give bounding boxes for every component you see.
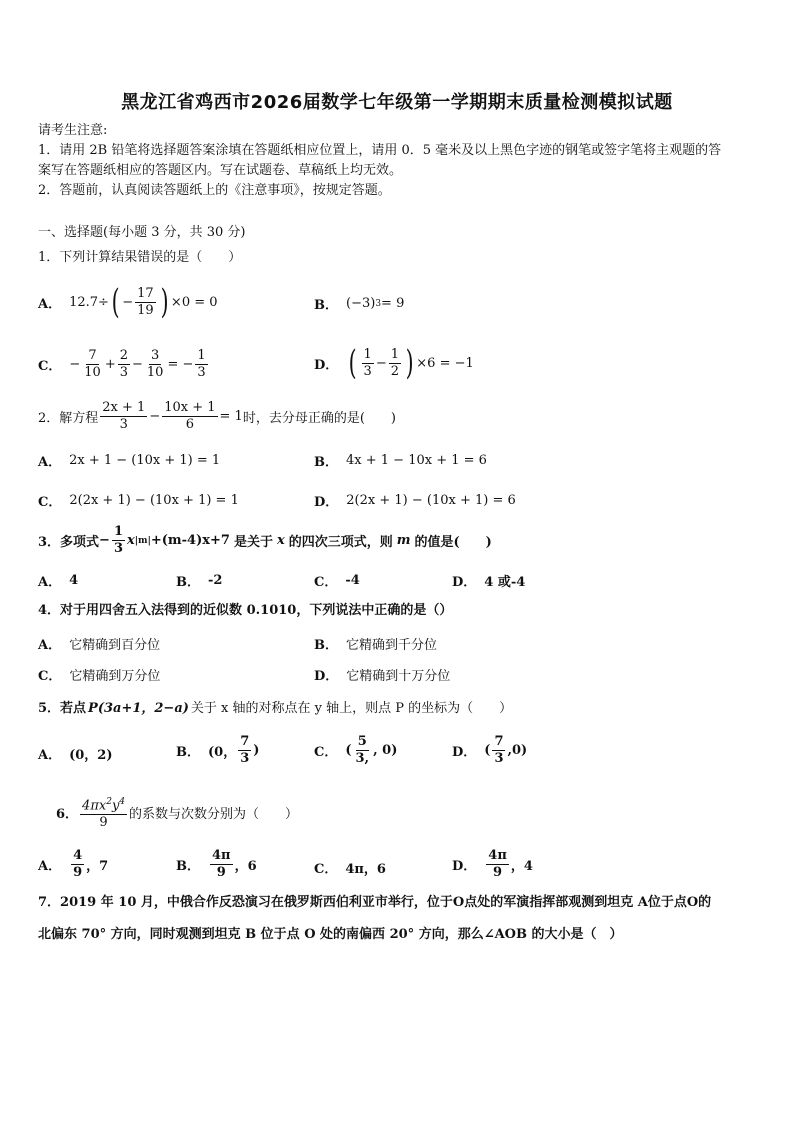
expr-text: (−3) [346, 296, 376, 311]
option-text: 4 或-4 [484, 575, 526, 590]
q6-option-a [38, 848, 108, 881]
q2-option-b [314, 451, 487, 470]
q1-option-b-expr [346, 296, 404, 311]
question-2-stem [38, 400, 396, 433]
expr-text: + [104, 357, 116, 372]
section-heading: 一、选择题(每小题 3 分，共 30 分) [38, 225, 246, 240]
q5-option-a [38, 744, 113, 763]
fraction [135, 286, 156, 319]
q3-option-b [176, 571, 222, 590]
question-4-stem: 4．对于用四舍五入法得到的近似数 0.1010，下列说法中正确的是（） [38, 603, 453, 618]
q1-option-b [314, 294, 404, 313]
denominator: 3 [119, 417, 128, 432]
denominator: 19 [137, 302, 154, 318]
option-text: 2x + 1 − (10x + 1) = 1 [69, 453, 221, 468]
expr-text: ( [345, 743, 352, 758]
q1-option-d [314, 343, 474, 383]
minus-sign: − [122, 294, 134, 310]
q1-option-a-expr [69, 282, 218, 322]
option-label: C． [38, 669, 62, 684]
option-label: B． [314, 455, 338, 470]
exponent: 4 [119, 797, 126, 807]
fraction [354, 734, 372, 767]
question-3-stem [38, 524, 492, 557]
q5-option-c [314, 734, 397, 767]
fraction [362, 347, 374, 380]
option-text: -4 [345, 573, 360, 588]
option-text: ，7 [86, 859, 109, 874]
denominator: 3 [240, 751, 250, 766]
option-label: D． [452, 859, 477, 874]
question-6-stem [56, 794, 298, 831]
q4-option-c [38, 665, 160, 684]
point-expression: P(3a+1，2−a) [88, 701, 189, 716]
numerator: 1 [197, 348, 206, 363]
option-text: (0，2) [69, 748, 113, 763]
numerator: 5 [357, 734, 367, 749]
notice-item-1a: 1．请用 2B 铅笔将选择题答案涂填在答题纸相应位置上，请用 0．5 毫米及以上黑色字迹的钢笔或签字笔将主观题的答 [38, 143, 722, 158]
paren-right: ) [405, 343, 414, 383]
q2-option-c [38, 491, 239, 510]
fraction [118, 348, 130, 381]
q3-option-a [38, 571, 78, 590]
fraction [80, 794, 127, 831]
option-label: C． [314, 862, 338, 877]
question-text: 的四次三项式，则 [288, 535, 393, 550]
numerator: 17 [137, 285, 154, 301]
question-text: 的系数与次数分别为（ ） [129, 807, 299, 823]
fraction [162, 400, 217, 433]
option-label: A． [38, 859, 62, 874]
fraction [145, 348, 166, 381]
variable: x [276, 533, 285, 548]
denominator: 2 [390, 363, 400, 379]
q1-option-c-expr [69, 348, 209, 381]
expr-text: ) [253, 743, 260, 758]
numerator: 2x + 1 [102, 400, 146, 415]
paren-left: ( [111, 282, 120, 322]
option-text: 它精确到十万分位 [346, 669, 451, 684]
denominator: 6 [185, 417, 195, 432]
denominator: 3 [197, 365, 206, 380]
denominator: 9 [216, 865, 226, 880]
paren-right: ) [160, 282, 169, 322]
question-number: 6． [56, 807, 79, 823]
option-label: A． [38, 748, 62, 763]
expr-text: (0， [208, 745, 237, 760]
option-label: B． [176, 575, 200, 590]
q2-option-d [314, 491, 516, 510]
variable: m [396, 533, 411, 548]
question-7-line-2: 北偏东 70° 方向，同时观测到坦克 B 位于点 O 处的南偏西 20° 方向，那么∠AOB 的大小是（ ） [38, 927, 623, 942]
expr-text: y [111, 798, 120, 814]
option-label: A． [38, 455, 62, 470]
q6-option-d [452, 848, 533, 881]
expr-text: − [149, 409, 161, 424]
option-label: B． [314, 298, 338, 313]
option-label: A． [38, 575, 62, 590]
expr-text: 12.7÷ [69, 294, 109, 310]
denominator: 9 [493, 865, 503, 880]
fraction [100, 400, 147, 433]
numerator: 7 [494, 734, 504, 749]
numerator: 2 [119, 348, 128, 363]
q2-equation [98, 400, 243, 433]
numerator: 4 [73, 848, 83, 863]
q4-option-a [38, 634, 160, 653]
option-label: D． [452, 745, 477, 760]
exponent: |m| [134, 535, 151, 546]
q1-option-c [38, 348, 210, 381]
denominator: 3, [355, 751, 370, 766]
expr-text: = 1 [219, 409, 243, 424]
q5-option-d [452, 734, 527, 767]
numerator: 7 [88, 348, 97, 363]
expr-text: ×0 = 0 [170, 294, 218, 310]
question-text: 是关于 [233, 535, 273, 550]
option-text: ，6 [234, 859, 257, 874]
q3-option-c [314, 571, 360, 590]
q5-option-b [176, 734, 259, 767]
option-expr [345, 734, 397, 767]
denominator: 10 [146, 365, 164, 380]
notice-item-1b: 案写在答题纸相应的答题区内。写在试题卷、草稿纸上均无效。 [38, 163, 403, 178]
denominator: 9 [99, 815, 108, 831]
option-expr [208, 734, 259, 767]
option-label: D． [314, 669, 339, 684]
question-text: 关于 x 轴的对称点在 y 轴上，则点 P 的坐标为（ ） [190, 701, 513, 716]
question-7-line-1: 7．2019 年 10 月，中俄合作反恐演习在俄罗斯西伯利亚市举行，位于O点处的军演指挥部观测到坦克 A位于点O的 [38, 895, 712, 910]
denominator: 3 [494, 751, 504, 766]
question-text: 时，去分母正确的是( ) [242, 411, 396, 426]
option-text: 4x + 1 − 10x + 1 = 6 [346, 453, 487, 468]
numerator: 1 [390, 346, 400, 362]
numerator: 1 [113, 524, 123, 539]
expr-text: − [99, 533, 110, 548]
fraction [112, 524, 125, 557]
numerator [80, 794, 127, 815]
option-label: B． [314, 638, 338, 653]
expr-text: = − [167, 357, 194, 372]
q4-option-d [314, 665, 450, 684]
option-text: 2(2x + 1) − (10x + 1) = 1 [69, 493, 239, 508]
numerator: 4π [212, 848, 231, 863]
option-text: 4π，6 [345, 862, 386, 877]
fraction [195, 348, 207, 381]
option-label: C． [38, 359, 62, 374]
expr-text: − [375, 355, 387, 371]
option-text: 4 [69, 573, 79, 588]
q1-option-a [38, 282, 218, 322]
paren-left: ( [348, 343, 357, 383]
expr-text: , 0) [373, 743, 398, 758]
option-text: ，4 [510, 859, 533, 874]
option-label: D． [452, 575, 477, 590]
q3-option-d [452, 571, 525, 590]
q6-expression [78, 794, 129, 831]
fraction [486, 848, 509, 881]
fraction [238, 734, 251, 767]
exponent: 2 [106, 797, 112, 807]
option-label: A． [38, 296, 62, 312]
numerator: 10x + 1 [164, 400, 216, 415]
option-label: A． [38, 638, 62, 653]
q3-polynomial [99, 524, 230, 557]
expr-text: = 9 [381, 296, 405, 311]
option-expr [484, 734, 527, 767]
notice-heading: 请考生注意: [38, 123, 108, 138]
question-number: 3．多项式 [38, 535, 100, 550]
numerator: 4π [488, 848, 507, 863]
option-label: B． [176, 745, 200, 760]
question-number: 2．解方程 [38, 411, 99, 426]
option-text: 它精确到百分位 [69, 638, 161, 653]
expr-text: − [69, 357, 81, 372]
q6-option-b [176, 848, 257, 881]
question-5-stem [38, 697, 512, 716]
numerator: 1 [363, 346, 372, 362]
numerator: 7 [240, 734, 250, 749]
option-label: B． [176, 859, 200, 874]
exponent: 3 [375, 298, 382, 309]
notice-item-2: 2．答题前，认真阅读答题纸上的《注意事项》，按规定答题。 [38, 183, 391, 198]
denominator: 3 [113, 541, 123, 556]
q2-option-a [38, 451, 220, 470]
option-text: 2(2x + 1) − (10x + 1) = 6 [346, 493, 516, 508]
expr-text: 4πx [82, 798, 107, 814]
fraction [492, 734, 505, 767]
option-label: C． [314, 745, 338, 760]
q4-option-b [314, 634, 437, 653]
page-title: 黑龙江省鸡西市2026届数学七年级第一学期期末质量检测模拟试题 [121, 92, 673, 113]
option-label: C． [314, 575, 338, 590]
option-text: 它精确到千分位 [346, 638, 438, 653]
fraction [82, 348, 103, 381]
q1-option-d-expr [346, 343, 474, 383]
expr-text: +(m-4)x+7 [150, 533, 230, 548]
option-label: D． [314, 357, 339, 373]
numerator: 3 [151, 348, 160, 363]
question-text: 5．若点 [38, 701, 87, 716]
expr-text: ( [484, 743, 491, 758]
expr-text: − [132, 357, 143, 372]
fraction [71, 848, 84, 881]
question-1-stem: 1．下列计算结果错误的是（ ） [38, 250, 242, 265]
denominator: 3 [119, 365, 128, 380]
denominator: 9 [73, 865, 83, 880]
option-text: 它精确到万分位 [69, 669, 161, 684]
q6-option-c [314, 858, 386, 877]
denominator: 10 [84, 365, 101, 380]
expr-text: ×6 = −1 [416, 355, 474, 371]
variable: x [127, 533, 135, 548]
expr-text: ,0) [507, 743, 528, 758]
fraction [210, 848, 233, 881]
option-label: D． [314, 495, 339, 510]
option-text: -2 [208, 573, 223, 588]
question-text: 的值是( ) [414, 535, 492, 550]
denominator: 3 [363, 363, 372, 379]
option-label: C． [38, 495, 62, 510]
fraction [389, 347, 401, 380]
